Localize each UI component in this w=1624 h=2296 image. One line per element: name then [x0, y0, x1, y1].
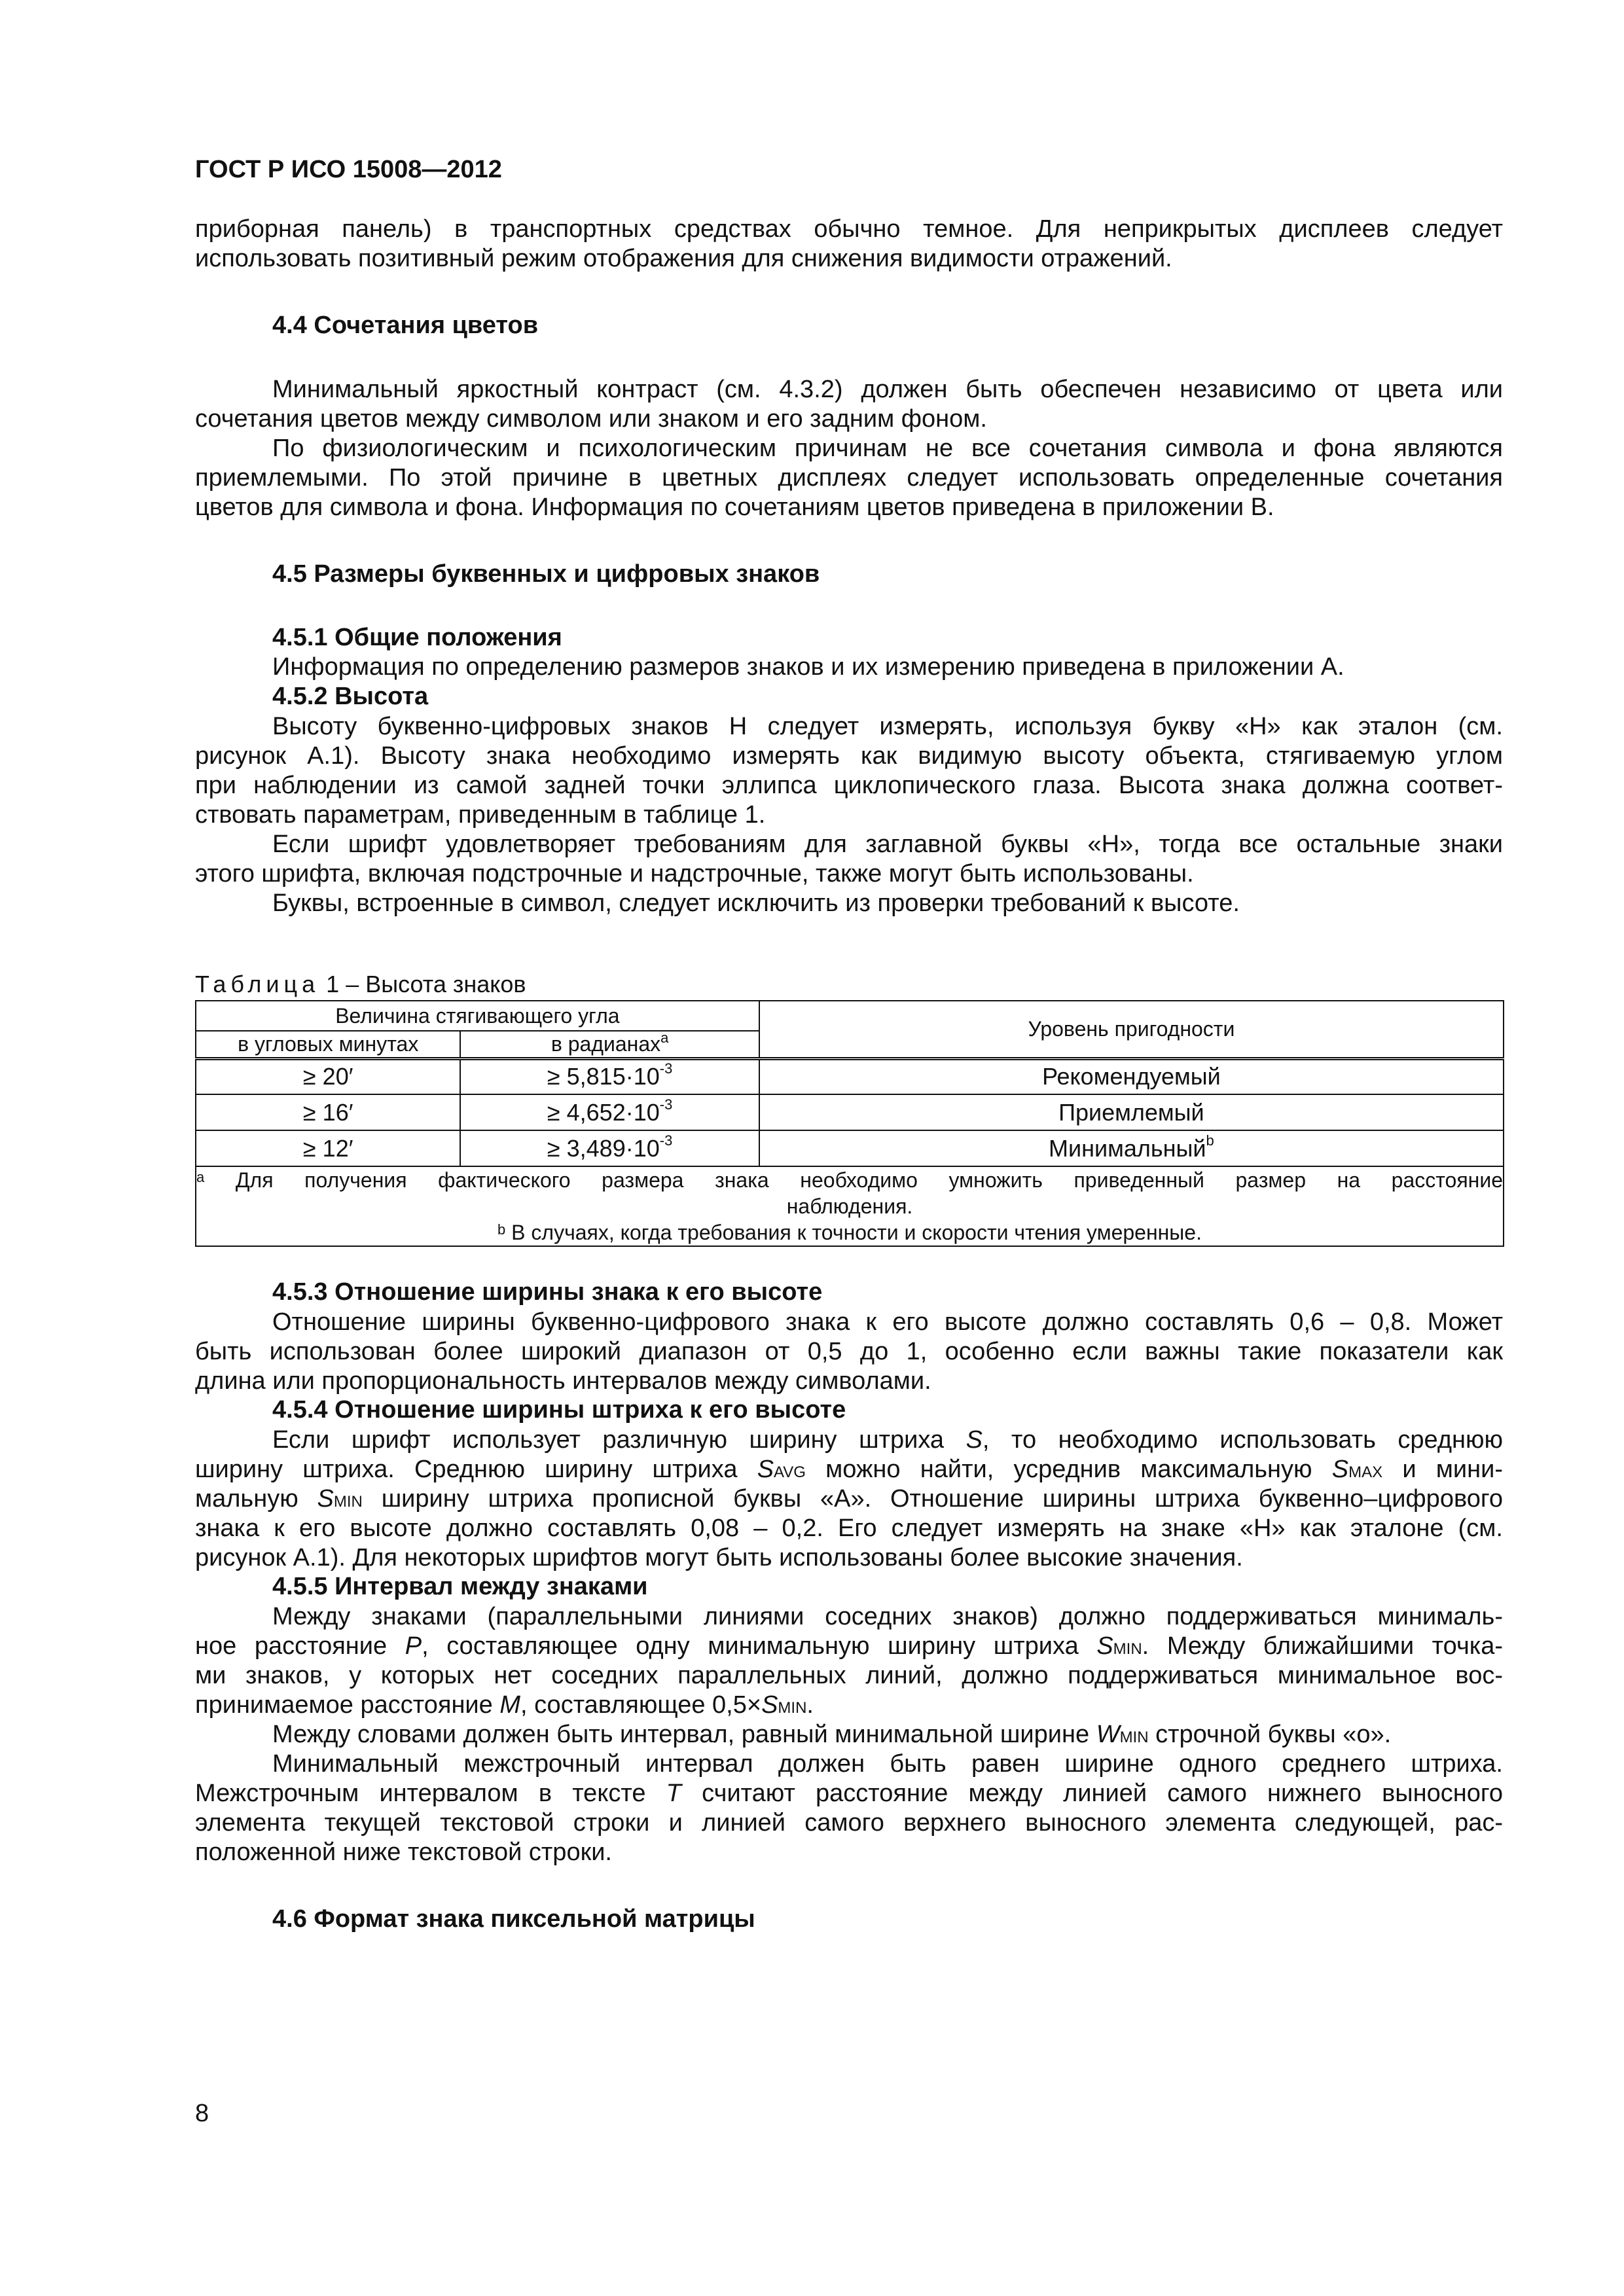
- s455-line-3: ми знаков, у которых нет соседних параллельных линий, должно поддерживаться минимальное вос-: [195, 1662, 1503, 1689]
- table-group-header: Величина стягивающего угла: [196, 1001, 759, 1031]
- s454-line-3: мальную SMIN ширину штриха прописной буквы «А». Отношение ширины штриха буквенно–цифрового: [195, 1485, 1504, 1513]
- intro-line-1: приборная панель) в транспортных средствах обычно темное. Для неприкрытых дисплеев следует: [195, 215, 1503, 243]
- s455-line-4: принимаемое расстояние M, составляющее 0,5×SMIN.: [195, 1691, 814, 1719]
- s455-line-8: элемента текущей текстовой строки и линией самого верхнего выносного элемента следующей, рас-: [195, 1809, 1503, 1837]
- s455-line-5: Между словами должен быть интервал, равный минимальной ширине WMIN строчной буквы «о».: [272, 1721, 1392, 1748]
- section-4-5-1-heading: 4.5.1 Общие положения: [272, 624, 562, 651]
- table-notes: [196, 1166, 1504, 1246]
- table-row-3-radians: ≥ $3,489\cdot 10^{-3}$: [460, 1130, 759, 1166]
- table-label: Таблица: [195, 971, 320, 997]
- s454-line-1: Если шрифт использует различную ширину штриха S, то необходимо использовать среднюю: [272, 1426, 1504, 1454]
- s44-p1-line-2: сочетания цветов между символом или знаком и его задним фоном.: [195, 405, 987, 433]
- s452-line-2: рисунок А.1). Высоту знака необходимо измерять как видимую высоту объекта, стягиваемую углом: [195, 742, 1503, 770]
- page-number: 8: [195, 2100, 209, 2127]
- table-row-2-level: Приемлемый: [759, 1094, 1504, 1130]
- s452-line-3: при наблюдении из самой задней точки эллипса циклопического глаза. Высота знака должна соответ-: [195, 772, 1503, 799]
- s452-line-4: ствовать параметрам, приведенным в таблице 1.: [195, 801, 766, 829]
- section-4-5-2-heading: 4.5.2 Высота: [272, 683, 429, 710]
- s455-line-6: Минимальный межстрочный интервал должен быть равен ширине одного среднего штриха.: [272, 1750, 1503, 1778]
- table-row-3-level: Минимальный$^b$: [759, 1130, 1504, 1166]
- s44-p1-line-1: Минимальный яркостный контраст (см. 4.3.2) должен быть обеспечен независимо от цвета или: [272, 376, 1503, 403]
- table-1: [195, 1000, 1504, 1247]
- s452-line-5: Если шрифт удовлетворяет требованиям для заглавной буквы «Н», тогда все остальные знаки: [272, 831, 1503, 858]
- s454-line-4: знака к его высоте должно составлять 0,08 – 0,2. Его следует измерять на знаке «Н» как эталоне (см.: [195, 1515, 1503, 1542]
- table-col-minutes-header: в угловых минутах: [196, 1031, 460, 1058]
- s452-line-6: этого шрифта, включая подстрочные и надстрочные, также могут быть использованы.: [195, 860, 1194, 888]
- table-row-1-level: Рекомендуемый: [759, 1058, 1504, 1094]
- table-note-a-cont: наблюдения.: [786, 1194, 913, 1218]
- table-col-radians-header: в радианах$^a$: [460, 1031, 759, 1058]
- s452-line-1: Высоту буквенно-цифровых знаков Н следует измерять, используя букву «Н» как эталон (см.: [272, 713, 1503, 740]
- s455-line-7: Межстрочным интервалом в тексте T считают расстояние между линией самого нижнего выносного: [195, 1780, 1503, 1807]
- s453-line-3: длина или пропорциональность интервалов между символами.: [195, 1367, 931, 1395]
- s44-p2-line-3: цветов для символа и фона. Информация по сочетаниям цветов приведена в приложении В.: [195, 493, 1274, 521]
- s44-p2-line-2: приемлемыми. По этой причине в цветных дисплеях следует использовать определенные сочетания: [195, 464, 1503, 492]
- table-note-a: $^a$ Для получения фактического размера знака необходимо умножить приведенный размер на расстояние: [196, 1168, 1504, 1192]
- s455-line-1: Между знаками (параллельными линиями соседних знаков) должно поддерживаться минималь-: [272, 1603, 1503, 1630]
- table-title: 1 – Высота знаков: [326, 971, 526, 997]
- table-row-1-minutes: ≥ 20′: [196, 1058, 460, 1094]
- section-4-5-4-heading: 4.5.4 Отношение ширины штриха к его высоте: [272, 1396, 846, 1424]
- s455-line-2: ное расстояние P, составляющее одну минимальную ширину штриха SMIN. Между ближайшими точка-: [195, 1632, 1504, 1660]
- section-4-5-3-heading: 4.5.3 Отношение ширины знака к его высоте: [272, 1278, 823, 1306]
- s454-line-2: ширину штриха. Среднюю ширину штриха SAVG можно найти, усреднив максимальную SMAX и мини-: [195, 1456, 1503, 1483]
- table-note-b: $^b$ В случаях, когда требования к точности и скорости чтения умеренные.: [497, 1221, 1202, 1244]
- table-row-1-radians: ≥ $5,815\cdot 10^{-3}$: [460, 1058, 759, 1094]
- s44-p2-line-1: По физиологическим и психологическим причинам не все сочетания символа и фона являются: [272, 435, 1503, 462]
- document-header: ГОСТ Р ИСО 15008—2012: [195, 156, 502, 183]
- s454-line-5: рисунок А.1). Для некоторых шрифтов могут быть использованы более высокие значения.: [195, 1544, 1243, 1571]
- s452-line-7: Буквы, встроенные в символ, следует исключить из проверки требований к высоте.: [272, 889, 1240, 917]
- table-1-caption: [195, 971, 526, 998]
- section-4-5-heading: 4.5 Размеры буквенных и цифровых знаков: [272, 560, 820, 588]
- table-row-2-minutes: ≥ 16′: [196, 1094, 460, 1130]
- section-4-4-heading: 4.4 Сочетания цветов: [272, 312, 539, 339]
- s451-text: Информация по определению размеров знаков и их измерению приведена в приложении А.: [272, 653, 1344, 681]
- s455-line-9: положенной ниже текстовой строки.: [195, 1839, 612, 1866]
- intro-line-2: использовать позитивный режим отображения для снижения видимости отражений.: [195, 245, 1172, 272]
- table-row-3-minutes: ≥ 12′: [196, 1130, 460, 1166]
- table-row-2-radians: ≥ $4,652\cdot 10^{-3}$: [460, 1094, 759, 1130]
- section-4-5-5-heading: 4.5.5 Интервал между знаками: [272, 1573, 648, 1600]
- s453-line-1: Отношение ширины буквенно-цифрового знака к его высоте должно составлять 0,6 – 0,8. Может: [272, 1308, 1503, 1336]
- table-col-level-header: Уровень пригодности: [759, 1001, 1504, 1058]
- s453-line-2: быть использован более широкий диапазон от 0,5 до 1, особенно если важны такие показатели как: [195, 1338, 1503, 1365]
- section-4-6-heading: 4.6 Формат знака пиксельной матрицы: [272, 1905, 755, 1933]
